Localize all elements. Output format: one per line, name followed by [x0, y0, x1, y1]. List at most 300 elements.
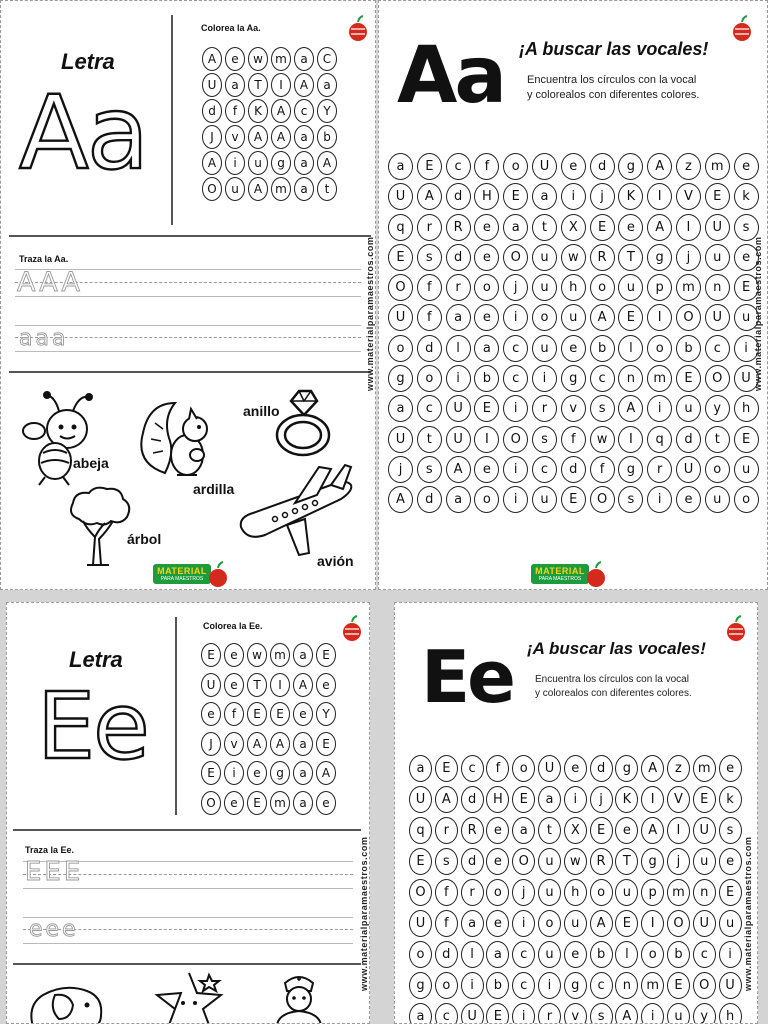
letter-circle[interactable]: l	[615, 941, 638, 968]
letter-circle[interactable]: i	[647, 395, 672, 422]
letter-circle[interactable]: H	[474, 183, 499, 210]
letter-circle[interactable]: e	[564, 755, 587, 782]
letter-circle[interactable]: c	[294, 99, 314, 123]
letter-circle[interactable]: i	[561, 183, 586, 210]
letter-circle[interactable]: E	[719, 879, 742, 906]
letter-circle[interactable]: o	[409, 941, 432, 968]
letter-circle[interactable]: g	[618, 153, 643, 180]
letter-circle[interactable]: d	[417, 486, 442, 513]
letter-circle[interactable]: v	[561, 395, 586, 422]
letter-circle[interactable]: E	[590, 817, 613, 844]
letter-circle[interactable]: f	[474, 153, 499, 180]
letter-circle[interactable]: A	[615, 1003, 638, 1024]
letter-circle[interactable]: I	[676, 214, 701, 241]
letter-circle[interactable]: X	[561, 214, 586, 241]
letter-circle[interactable]: o	[705, 456, 730, 483]
letter-circle[interactable]: b	[667, 941, 690, 968]
letter-circle[interactable]: K	[248, 99, 268, 123]
letter-circle[interactable]: r	[446, 274, 471, 301]
letter-circle[interactable]: a	[409, 755, 432, 782]
letter-circle[interactable]: i	[503, 304, 528, 331]
letter-circle[interactable]: m	[271, 177, 291, 201]
letter-circle[interactable]: E	[388, 244, 413, 271]
letter-circle[interactable]: s	[590, 1003, 613, 1024]
letter-circle[interactable]: A	[271, 99, 291, 123]
letter-circle[interactable]: E	[734, 274, 759, 301]
letter-circle[interactable]: o	[647, 335, 672, 362]
letter-circle[interactable]: o	[435, 972, 458, 999]
letter-circle[interactable]: d	[202, 99, 222, 123]
letter-circle[interactable]: o	[538, 910, 561, 937]
letter-circle[interactable]: g	[271, 151, 291, 175]
letter-circle[interactable]: e	[486, 817, 509, 844]
letter-circle[interactable]: e	[224, 673, 244, 697]
letter-circle[interactable]: i	[225, 151, 245, 175]
letter-circle[interactable]: u	[538, 848, 561, 875]
letter-circle[interactable]: k	[734, 183, 759, 210]
letter-circle[interactable]: E	[435, 755, 458, 782]
letter-circle[interactable]: c	[532, 456, 557, 483]
letter-circle[interactable]: T	[247, 673, 267, 697]
letter-circle[interactable]: O	[201, 791, 221, 815]
letter-circle[interactable]: c	[446, 153, 471, 180]
letter-circle[interactable]: w	[561, 244, 586, 271]
letter-circle[interactable]: E	[615, 910, 638, 937]
letter-circle[interactable]: a	[294, 177, 314, 201]
letter-circle[interactable]: V	[676, 183, 701, 210]
letter-circle[interactable]: i	[647, 486, 672, 513]
letter-circle[interactable]: c	[590, 365, 615, 392]
letter-circle[interactable]: a	[317, 73, 337, 97]
letter-circle[interactable]: a	[532, 183, 557, 210]
letter-circle[interactable]: O	[590, 486, 615, 513]
letter-circle[interactable]: m	[693, 755, 716, 782]
letter-circle[interactable]: R	[590, 244, 615, 271]
letter-circle[interactable]: s	[719, 817, 742, 844]
letter-circle[interactable]: b	[317, 125, 337, 149]
letter-circle[interactable]: E	[693, 786, 716, 813]
letter-circle[interactable]: h	[719, 1003, 742, 1024]
letter-circle[interactable]: u	[734, 304, 759, 331]
letter-circle[interactable]: U	[538, 755, 561, 782]
letter-circle[interactable]: E	[667, 972, 690, 999]
letter-circle[interactable]: l	[446, 335, 471, 362]
letter-circle[interactable]: c	[503, 335, 528, 362]
letter-circle[interactable]: U	[388, 183, 413, 210]
letter-circle[interactable]: E	[618, 304, 643, 331]
letter-circle[interactable]: e	[225, 47, 245, 71]
letter-circle[interactable]: u	[618, 274, 643, 301]
letter-circle[interactable]: u	[719, 910, 742, 937]
letter-circle[interactable]: i	[564, 786, 587, 813]
letter-circle[interactable]: X	[564, 817, 587, 844]
letter-circle[interactable]: A	[248, 125, 268, 149]
letter-circle[interactable]: t	[317, 177, 337, 201]
letter-circle[interactable]: i	[512, 1003, 535, 1024]
letter-circle[interactable]: A	[248, 177, 268, 201]
letter-circle[interactable]: e	[719, 755, 742, 782]
letter-circle[interactable]: I	[647, 304, 672, 331]
letter-circle[interactable]: i	[224, 761, 244, 785]
letter-circle[interactable]: j	[503, 274, 528, 301]
letter-circle[interactable]: a	[225, 73, 245, 97]
letter-circle[interactable]: O	[409, 879, 432, 906]
letter-circle[interactable]: j	[590, 786, 613, 813]
letter-circle[interactable]: A	[247, 732, 267, 756]
letter-circle[interactable]: e	[474, 304, 499, 331]
letter-circle[interactable]: f	[417, 304, 442, 331]
letter-circle[interactable]: n	[705, 274, 730, 301]
letter-circle[interactable]: e	[564, 941, 587, 968]
letter-circle[interactable]: e	[224, 791, 244, 815]
letter-circle[interactable]: m	[641, 972, 664, 999]
letter-circle[interactable]: e	[676, 486, 701, 513]
letter-circle[interactable]: A	[294, 73, 314, 97]
letter-circle[interactable]: U	[705, 214, 730, 241]
letter-circle[interactable]: E	[512, 786, 535, 813]
letter-circle[interactable]: E	[590, 214, 615, 241]
letter-circle[interactable]: u	[532, 335, 557, 362]
letter-circle[interactable]: c	[705, 335, 730, 362]
letter-circle[interactable]: t	[532, 214, 557, 241]
letter-circle[interactable]: E	[417, 153, 442, 180]
letter-circle[interactable]: U	[446, 426, 471, 453]
letter-circle[interactable]: e	[618, 214, 643, 241]
letter-circle[interactable]: u	[734, 456, 759, 483]
letter-circle[interactable]: i	[503, 456, 528, 483]
letter-circle[interactable]: j	[676, 244, 701, 271]
letter-circle[interactable]: e	[474, 214, 499, 241]
letter-circle[interactable]: T	[248, 73, 268, 97]
letter-circle[interactable]: g	[564, 972, 587, 999]
letter-circle[interactable]: z	[667, 755, 690, 782]
letter-circle[interactable]: z	[676, 153, 701, 180]
letter-circle[interactable]: A	[388, 486, 413, 513]
letter-circle[interactable]: g	[270, 761, 290, 785]
letter-circle[interactable]: s	[417, 456, 442, 483]
letter-circle[interactable]: o	[532, 304, 557, 331]
letter-circle[interactable]: n	[615, 972, 638, 999]
letter-circle[interactable]: h	[564, 879, 587, 906]
letter-circle[interactable]: a	[293, 732, 313, 756]
letter-circle[interactable]: e	[224, 643, 244, 667]
letter-circle[interactable]: q	[647, 426, 672, 453]
letter-circle[interactable]: c	[461, 755, 484, 782]
letter-circle[interactable]: A	[647, 153, 672, 180]
letter-circle[interactable]: v	[564, 1003, 587, 1024]
letter-circle[interactable]: w	[590, 426, 615, 453]
letter-circle[interactable]: I	[271, 73, 291, 97]
letter-circle[interactable]: f	[486, 755, 509, 782]
letter-circle[interactable]: a	[293, 791, 313, 815]
letter-circle[interactable]: o	[486, 879, 509, 906]
letter-circle[interactable]: i	[641, 1003, 664, 1024]
letter-circle[interactable]: i	[538, 972, 561, 999]
letter-circle[interactable]: n	[693, 879, 716, 906]
letter-circle[interactable]: h	[734, 395, 759, 422]
letter-circle[interactable]: m	[270, 791, 290, 815]
letter-circle[interactable]: u	[532, 244, 557, 271]
letter-circle[interactable]: u	[705, 486, 730, 513]
letter-circle[interactable]: E	[705, 183, 730, 210]
letter-circle[interactable]: I	[641, 910, 664, 937]
letter-circle[interactable]: y	[693, 1003, 716, 1024]
letter-circle[interactable]: p	[647, 274, 672, 301]
letter-circle[interactable]: i	[446, 365, 471, 392]
letter-circle[interactable]: U	[409, 910, 432, 937]
letter-circle[interactable]: c	[435, 1003, 458, 1024]
letter-circle[interactable]: g	[647, 244, 672, 271]
letter-circle[interactable]: E	[676, 365, 701, 392]
letter-circle[interactable]: u	[705, 244, 730, 271]
letter-circle[interactable]: O	[705, 365, 730, 392]
letter-circle[interactable]: s	[734, 214, 759, 241]
letter-circle[interactable]: E	[201, 643, 221, 667]
letter-circle[interactable]: a	[388, 153, 413, 180]
letter-circle[interactable]: E	[270, 702, 290, 726]
letter-circle[interactable]: u	[248, 151, 268, 175]
letter-circle[interactable]: E	[201, 761, 221, 785]
letter-circle[interactable]: e	[615, 817, 638, 844]
letter-circle[interactable]: w	[564, 848, 587, 875]
letter-circle[interactable]: d	[590, 153, 615, 180]
letter-circle[interactable]: u	[532, 274, 557, 301]
letter-circle[interactable]: o	[474, 274, 499, 301]
letter-circle[interactable]: A	[316, 761, 336, 785]
letter-circle[interactable]: p	[641, 879, 664, 906]
letter-circle[interactable]: U	[693, 910, 716, 937]
letter-circle[interactable]: a	[461, 910, 484, 937]
letter-circle[interactable]: g	[561, 365, 586, 392]
letter-circle[interactable]: m	[667, 879, 690, 906]
letter-circle[interactable]: o	[474, 486, 499, 513]
letter-circle[interactable]: i	[734, 335, 759, 362]
letter-circle[interactable]: c	[503, 365, 528, 392]
letter-circle[interactable]: K	[615, 786, 638, 813]
letter-circle[interactable]: V	[667, 786, 690, 813]
letter-circle[interactable]: f	[561, 426, 586, 453]
letter-circle[interactable]: I	[618, 426, 643, 453]
letter-circle[interactable]: b	[590, 335, 615, 362]
letter-circle[interactable]: d	[461, 848, 484, 875]
letter-circle[interactable]: e	[474, 456, 499, 483]
letter-circle[interactable]: E	[503, 183, 528, 210]
letter-circle[interactable]: a	[512, 817, 535, 844]
letter-circle[interactable]: U	[409, 786, 432, 813]
letter-circle[interactable]: o	[641, 941, 664, 968]
letter-circle[interactable]: m	[270, 643, 290, 667]
letter-circle[interactable]: E	[316, 732, 336, 756]
letter-circle[interactable]: E	[316, 643, 336, 667]
letter-circle[interactable]: u	[667, 1003, 690, 1024]
letter-circle[interactable]: e	[474, 244, 499, 271]
letter-circle[interactable]: U	[461, 1003, 484, 1024]
letter-circle[interactable]: f	[435, 910, 458, 937]
letter-circle[interactable]: a	[293, 643, 313, 667]
letter-circle[interactable]: u	[676, 395, 701, 422]
letter-circle[interactable]: g	[388, 365, 413, 392]
letter-circle[interactable]: U	[446, 395, 471, 422]
letter-circle[interactable]: j	[590, 183, 615, 210]
letter-circle[interactable]: Y	[316, 702, 336, 726]
letter-circle[interactable]: J	[201, 732, 221, 756]
letter-circle[interactable]: u	[615, 879, 638, 906]
letter-circle[interactable]: r	[435, 817, 458, 844]
letter-circle[interactable]: A	[202, 151, 222, 175]
letter-circle[interactable]: e	[316, 673, 336, 697]
letter-circle[interactable]: i	[503, 395, 528, 422]
letter-circle[interactable]: g	[615, 755, 638, 782]
letter-circle[interactable]: e	[201, 702, 221, 726]
letter-circle[interactable]: U	[719, 972, 742, 999]
letter-circle[interactable]: o	[503, 153, 528, 180]
letter-circle[interactable]: e	[561, 153, 586, 180]
letter-circle[interactable]: b	[474, 365, 499, 392]
letter-circle[interactable]: s	[590, 395, 615, 422]
letter-circle[interactable]: U	[202, 73, 222, 97]
letter-circle[interactable]: d	[676, 426, 701, 453]
letter-circle[interactable]: u	[693, 848, 716, 875]
letter-circle[interactable]: b	[590, 941, 613, 968]
letter-circle[interactable]: a	[503, 214, 528, 241]
letter-circle[interactable]: m	[705, 153, 730, 180]
letter-circle[interactable]: m	[271, 47, 291, 71]
letter-circle[interactable]: c	[417, 395, 442, 422]
letter-circle[interactable]: O	[503, 244, 528, 271]
letter-circle[interactable]: q	[409, 817, 432, 844]
letter-circle[interactable]: r	[461, 879, 484, 906]
letter-circle[interactable]: T	[618, 244, 643, 271]
letter-circle[interactable]: j	[512, 879, 535, 906]
letter-circle[interactable]: U	[388, 426, 413, 453]
letter-circle[interactable]: i	[512, 910, 535, 937]
letter-circle[interactable]: c	[512, 972, 535, 999]
letter-circle[interactable]: E	[247, 702, 267, 726]
letter-circle[interactable]: t	[417, 426, 442, 453]
letter-circle[interactable]: O	[388, 274, 413, 301]
letter-circle[interactable]: e	[719, 848, 742, 875]
letter-circle[interactable]: a	[294, 151, 314, 175]
letter-circle[interactable]: e	[293, 702, 313, 726]
letter-circle[interactable]: O	[202, 177, 222, 201]
letter-circle[interactable]: f	[224, 702, 244, 726]
letter-circle[interactable]: o	[388, 335, 413, 362]
letter-circle[interactable]: a	[293, 761, 313, 785]
letter-circle[interactable]: r	[538, 1003, 561, 1024]
letter-circle[interactable]: e	[734, 153, 759, 180]
letter-circle[interactable]: E	[486, 1003, 509, 1024]
letter-circle[interactable]: i	[532, 365, 557, 392]
letter-circle[interactable]: i	[719, 941, 742, 968]
letter-circle[interactable]: u	[538, 879, 561, 906]
letter-circle[interactable]: O	[676, 304, 701, 331]
letter-circle[interactable]: v	[224, 732, 244, 756]
letter-circle[interactable]: s	[532, 426, 557, 453]
letter-circle[interactable]: K	[618, 183, 643, 210]
letter-circle[interactable]: A	[435, 786, 458, 813]
letter-circle[interactable]: E	[247, 791, 267, 815]
letter-circle[interactable]: j	[667, 848, 690, 875]
letter-circle[interactable]: A	[202, 47, 222, 71]
letter-circle[interactable]: E	[474, 395, 499, 422]
letter-circle[interactable]: c	[590, 972, 613, 999]
letter-circle[interactable]: H	[486, 786, 509, 813]
letter-circle[interactable]: d	[446, 183, 471, 210]
letter-circle[interactable]: A	[590, 910, 613, 937]
letter-circle[interactable]: A	[647, 214, 672, 241]
letter-circle[interactable]: u	[225, 177, 245, 201]
letter-circle[interactable]: w	[248, 47, 268, 71]
letter-circle[interactable]: e	[316, 791, 336, 815]
letter-circle[interactable]: s	[417, 244, 442, 271]
letter-circle[interactable]: a	[474, 335, 499, 362]
letter-circle[interactable]: u	[564, 910, 587, 937]
letter-circle[interactable]: U	[734, 365, 759, 392]
letter-circle[interactable]: f	[435, 879, 458, 906]
letter-circle[interactable]: b	[486, 972, 509, 999]
letter-circle[interactable]: s	[618, 486, 643, 513]
letter-circle[interactable]: A	[270, 732, 290, 756]
letter-circle[interactable]: k	[719, 786, 742, 813]
letter-circle[interactable]: a	[409, 1003, 432, 1024]
letter-circle[interactable]: J	[202, 125, 222, 149]
letter-circle[interactable]: o	[734, 486, 759, 513]
letter-circle[interactable]: e	[247, 761, 267, 785]
letter-circle[interactable]: e	[561, 335, 586, 362]
letter-circle[interactable]: e	[734, 244, 759, 271]
letter-circle[interactable]: t	[705, 426, 730, 453]
letter-circle[interactable]: E	[409, 848, 432, 875]
letter-circle[interactable]: d	[417, 335, 442, 362]
letter-circle[interactable]: C	[317, 47, 337, 71]
letter-circle[interactable]: a	[446, 304, 471, 331]
letter-circle[interactable]: O	[693, 972, 716, 999]
letter-circle[interactable]: O	[503, 426, 528, 453]
letter-circle[interactable]: R	[446, 214, 471, 241]
letter-circle[interactable]: b	[676, 335, 701, 362]
letter-circle[interactable]: a	[538, 786, 561, 813]
letter-circle[interactable]: I	[641, 786, 664, 813]
letter-circle[interactable]: o	[590, 274, 615, 301]
letter-circle[interactable]: I	[474, 426, 499, 453]
letter-circle[interactable]: d	[590, 755, 613, 782]
letter-circle[interactable]: A	[618, 395, 643, 422]
letter-circle[interactable]: A	[293, 673, 313, 697]
letter-circle[interactable]: U	[676, 456, 701, 483]
letter-circle[interactable]: A	[641, 755, 664, 782]
letter-circle[interactable]: l	[618, 335, 643, 362]
letter-circle[interactable]: g	[409, 972, 432, 999]
letter-circle[interactable]: e	[486, 910, 509, 937]
letter-circle[interactable]: d	[461, 786, 484, 813]
letter-circle[interactable]: a	[294, 125, 314, 149]
letter-circle[interactable]: f	[417, 274, 442, 301]
letter-circle[interactable]: E	[561, 486, 586, 513]
letter-circle[interactable]: U	[532, 153, 557, 180]
letter-circle[interactable]: f	[590, 456, 615, 483]
letter-circle[interactable]: u	[538, 941, 561, 968]
letter-circle[interactable]: d	[561, 456, 586, 483]
letter-circle[interactable]: a	[388, 395, 413, 422]
letter-circle[interactable]: A	[590, 304, 615, 331]
letter-circle[interactable]: g	[641, 848, 664, 875]
letter-circle[interactable]: h	[561, 274, 586, 301]
letter-circle[interactable]: n	[618, 365, 643, 392]
letter-circle[interactable]: R	[461, 817, 484, 844]
letter-circle[interactable]: d	[435, 941, 458, 968]
letter-circle[interactable]: d	[446, 244, 471, 271]
letter-circle[interactable]: o	[590, 879, 613, 906]
